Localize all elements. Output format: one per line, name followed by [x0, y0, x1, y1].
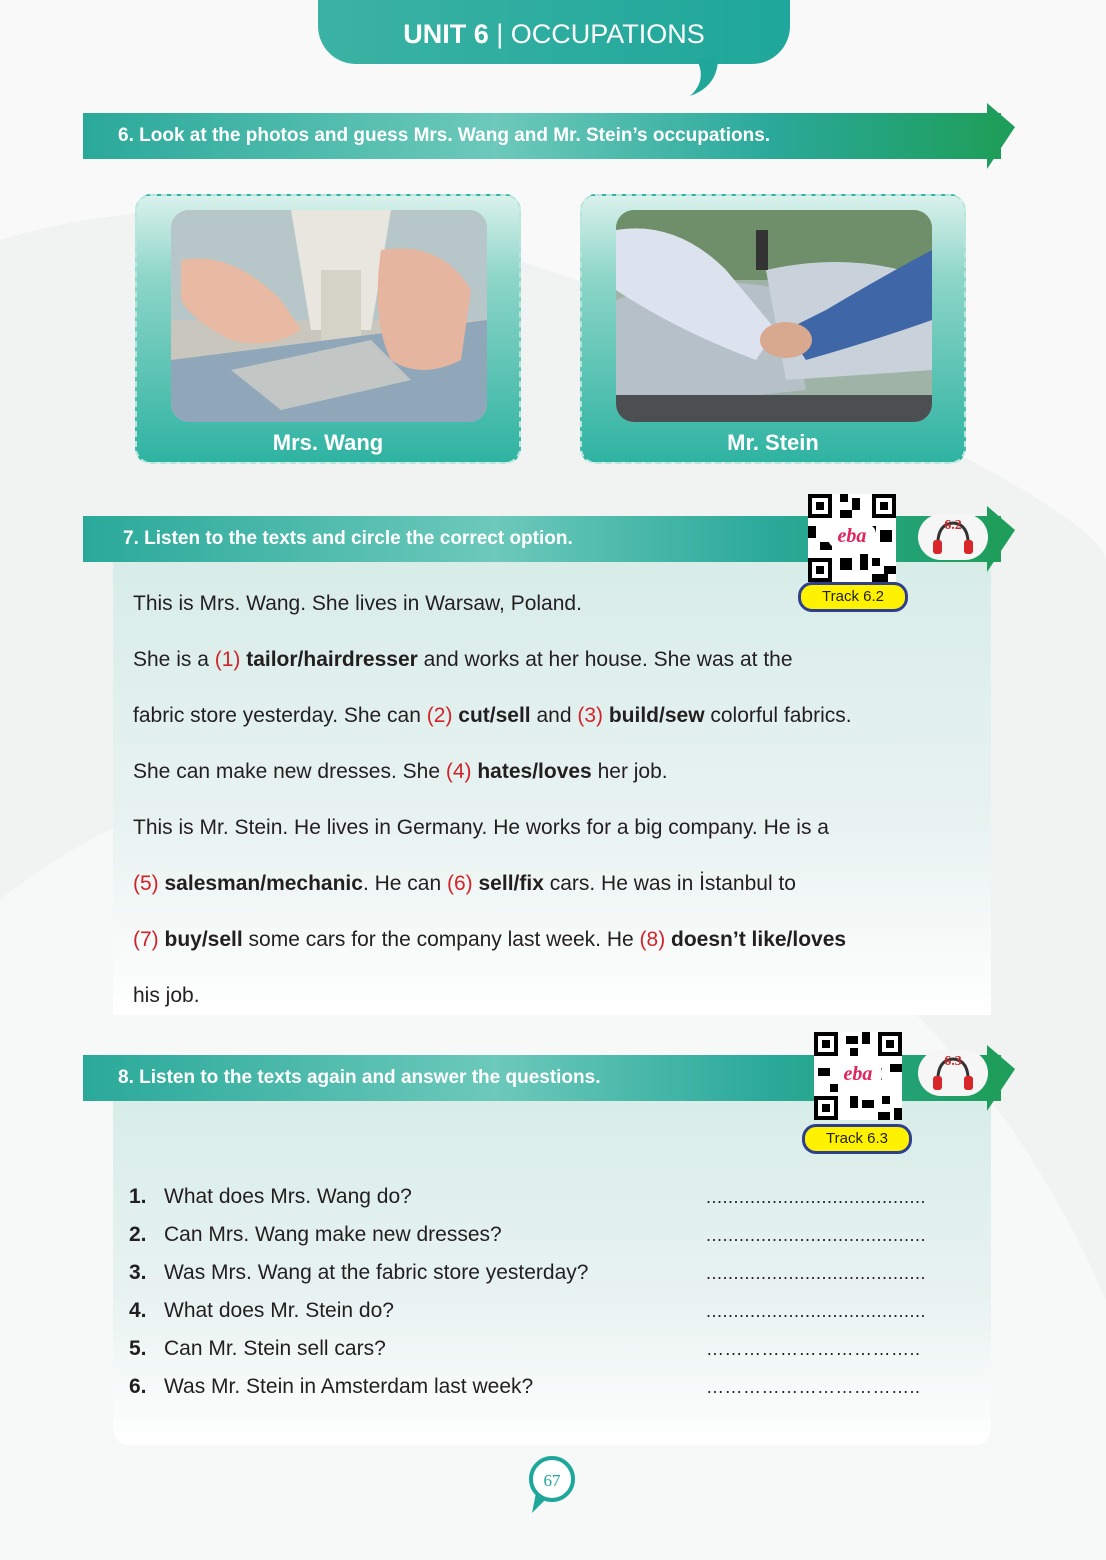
text-line [133, 816, 829, 840]
item-number: (6) [447, 872, 479, 895]
question-text: Was Mr. Stein in Amsterdam last week? [164, 1375, 534, 1398]
question-number: 3. [129, 1261, 147, 1284]
item-number: (2) [426, 704, 459, 727]
item-number: (1) [214, 648, 247, 671]
text-line [133, 704, 852, 728]
item-number: (8) [639, 928, 672, 951]
question-number: 5. [129, 1337, 147, 1360]
banner-arrow-icon [987, 1045, 1015, 1111]
question-row [129, 1299, 394, 1323]
text-segment: and [530, 704, 578, 727]
text-line [133, 592, 582, 616]
question-row [129, 1185, 412, 1209]
page-number: 67 [543, 1471, 561, 1490]
answer-blank[interactable]: ........................................ [706, 1263, 927, 1283]
answer-blank[interactable]: ........................................ [706, 1225, 927, 1245]
photo-label-mr-stein: Mr. Stein [727, 430, 819, 455]
track-number: 6.2 [944, 518, 962, 533]
unit-topic: OCCUPATIONS [510, 19, 705, 49]
text-segment: and works at her house. She was at the [417, 648, 793, 671]
answer-options[interactable]: build/sew [608, 704, 705, 727]
text-segment: This is Mr. Stein. He lives in Germany. He works for a big company. He is a [133, 816, 829, 839]
question-number: 2. [129, 1223, 147, 1246]
text-line [133, 648, 793, 672]
text-segment: his job. [133, 984, 200, 1007]
text-segment: fabric store yesterday. She can [133, 704, 427, 727]
answer-blank[interactable]: ........................................ [706, 1301, 927, 1321]
text-line [133, 872, 796, 896]
question-row [129, 1261, 588, 1285]
item-number: (4) [445, 760, 478, 783]
text-segment: her job. [591, 760, 668, 783]
question-number: 6. [129, 1375, 147, 1398]
sewing-machine-photo [171, 210, 487, 422]
answer-options[interactable]: doesn’t like/loves [671, 928, 847, 951]
question-row [129, 1337, 386, 1361]
car-handshake-photo [616, 210, 932, 422]
text-segment: colorful fabrics. [704, 704, 852, 727]
question-row [129, 1223, 502, 1247]
banner-arrow-icon [987, 506, 1015, 572]
question-text: Can Mrs. Wang make new dresses? [164, 1223, 502, 1246]
qr-code-icon[interactable] [814, 1032, 902, 1120]
unit-separator: | [488, 19, 511, 49]
answer-options[interactable]: cut/sell [458, 704, 531, 727]
track-label[interactable]: Track 6.2 [798, 582, 908, 612]
eba-logo: eba [828, 524, 876, 548]
photo-card-mrs-wang [135, 194, 521, 464]
photo-card-mr-stein [580, 194, 966, 464]
unit-header-tab [318, 0, 790, 64]
answer-options[interactable]: salesman/mechanic [164, 872, 363, 895]
answer-blank[interactable]: …………………………….. [706, 1339, 921, 1359]
section6-banner [83, 113, 1001, 159]
audio-track-button[interactable] [918, 514, 988, 560]
answer-options[interactable]: hates/loves [477, 760, 592, 783]
section8-instruction: 8. Listen to the texts again and answer the questions. [118, 1067, 601, 1088]
text-segment: She is a [133, 648, 215, 671]
text-segment: . He can [362, 872, 447, 895]
track-label[interactable]: Track 6.3 [802, 1124, 912, 1154]
answer-options[interactable]: tailor/hairdresser [246, 648, 418, 671]
question-number: 1. [129, 1185, 147, 1208]
text-segment: This is Mrs. Wang. She lives in Warsaw, Poland. [133, 592, 582, 615]
answer-options[interactable]: sell/fix [478, 872, 544, 895]
question-text: What does Mrs. Wang do? [164, 1185, 412, 1208]
item-number: (3) [577, 704, 609, 727]
unit-label: UNIT 6 [403, 19, 489, 49]
question-row [129, 1375, 533, 1399]
text-line [133, 928, 846, 952]
question-text: Was Mrs. Wang at the fabric store yesterday? [164, 1261, 589, 1284]
speech-tail-icon [688, 58, 728, 98]
item-number: (7) [133, 928, 165, 951]
question-number: 4. [129, 1299, 147, 1322]
audio-track-button[interactable] [918, 1050, 988, 1096]
answer-blank[interactable]: ........................................ [706, 1187, 927, 1207]
photo-label-mrs-wang: Mrs. Wang [272, 430, 384, 455]
page-number-bubble [528, 1455, 576, 1515]
item-number: (5) [133, 872, 165, 895]
qr-code-icon[interactable] [808, 494, 896, 582]
text-line [133, 760, 668, 784]
section7-instruction: 7. Listen to the texts and circle the correct option. [123, 528, 573, 549]
answer-options[interactable]: buy/sell [164, 928, 243, 951]
answer-blank[interactable]: …………………………….. [706, 1377, 921, 1397]
text-segment: some cars for the company last week. He [242, 928, 640, 951]
question-text: Can Mr. Stein sell cars? [164, 1337, 386, 1360]
question-text: What does Mr. Stein do? [164, 1299, 394, 1322]
text-segment: cars. He was in İstanbul to [543, 872, 796, 895]
text-line [133, 984, 200, 1008]
section6-instruction: 6. Look at the photos and guess Mrs. Wang and Mr. Stein’s occupations. [118, 125, 771, 146]
text-segment: She can make new dresses. She [133, 760, 446, 783]
track-number: 6.3 [944, 1054, 962, 1069]
eba-logo: eba [834, 1062, 882, 1086]
banner-arrow-icon [987, 103, 1015, 169]
